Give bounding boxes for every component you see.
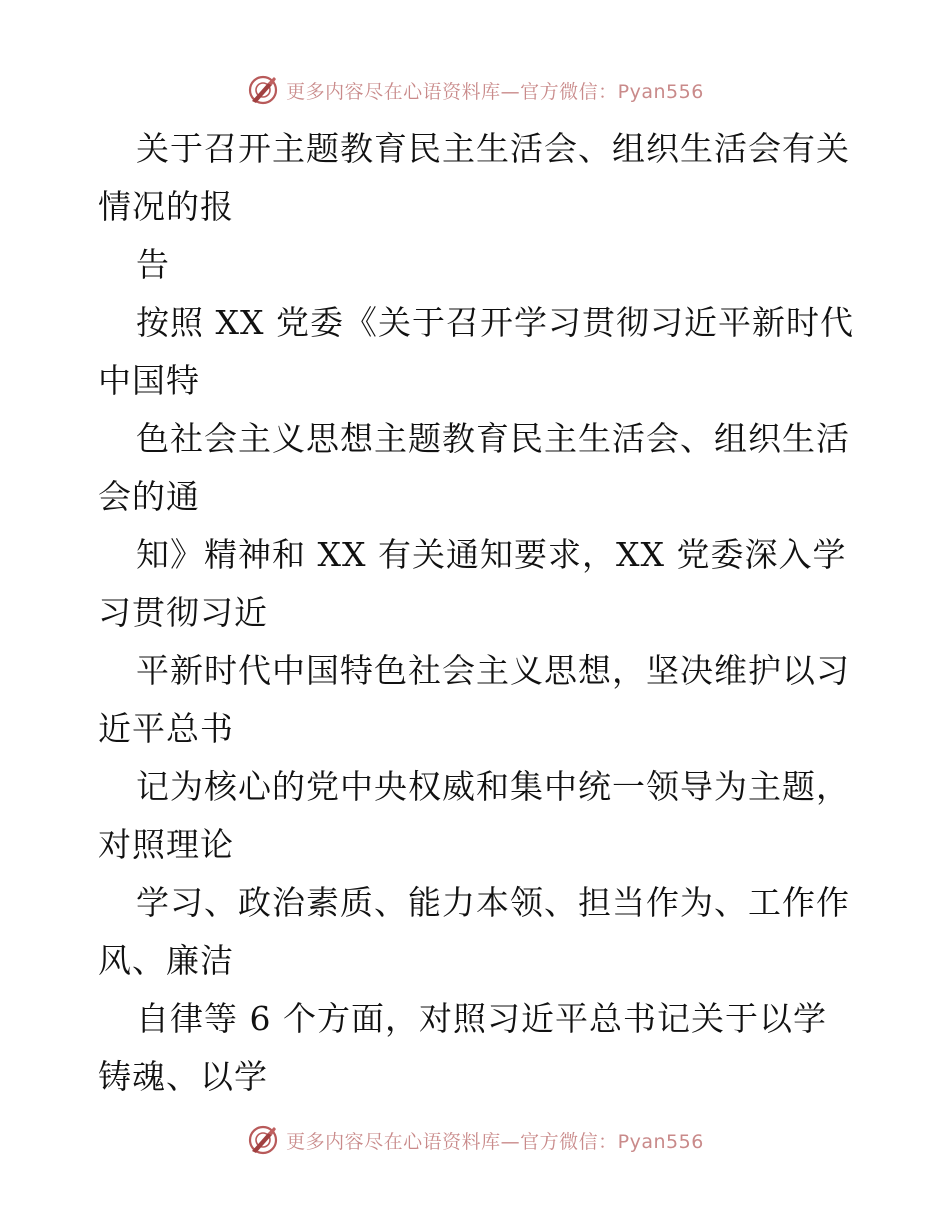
text-line: 习贯彻习近 — [98, 593, 268, 632]
text-line: 近平总书 — [98, 709, 234, 748]
text-line: 情况的报 — [98, 187, 234, 226]
text-line: 告 — [136, 245, 170, 284]
pen-logo-icon — [246, 1123, 280, 1157]
document-body — [98, 120, 858, 1106]
text-line: 按照 XX 党委《关于召开学习贯彻习近平新时代 — [136, 303, 854, 342]
text-line: 平新时代中国特色社会主义思想，坚决维护以习 — [136, 651, 850, 690]
watermark-text: 更多内容尽在心语资料库—官方微信：Pyan556 — [286, 80, 704, 103]
text-line: 会的通 — [98, 477, 200, 516]
text-line: 自律等 6 个方面，对照习近平总书记关于以学 — [136, 999, 827, 1038]
text-line: 关于召开主题教育民主生活会、组织生活会有关 — [136, 129, 850, 168]
watermark-text: 更多内容尽在心语资料库—官方微信：Pyan556 — [286, 1130, 704, 1153]
text-line: 对照理论 — [98, 825, 234, 864]
text-line: 记为核心的党中央权威和集中统一领导为主题， — [136, 767, 850, 806]
text-line: 风、廉洁 — [98, 941, 234, 980]
text-line: 铸魂、以学 — [98, 1057, 268, 1096]
text-line: 中国特 — [98, 361, 200, 400]
pen-logo-icon — [246, 73, 280, 107]
text-line: 色社会主义思想主题教育民主生活会、组织生活 — [136, 419, 850, 458]
header-watermark — [0, 72, 950, 108]
text-line: 学习、政治素质、能力本领、担当作为、工作作 — [136, 883, 850, 922]
text-line: 知》精神和 XX 有关通知要求，XX 党委深入学 — [136, 535, 847, 574]
footer-watermark — [0, 1122, 950, 1158]
